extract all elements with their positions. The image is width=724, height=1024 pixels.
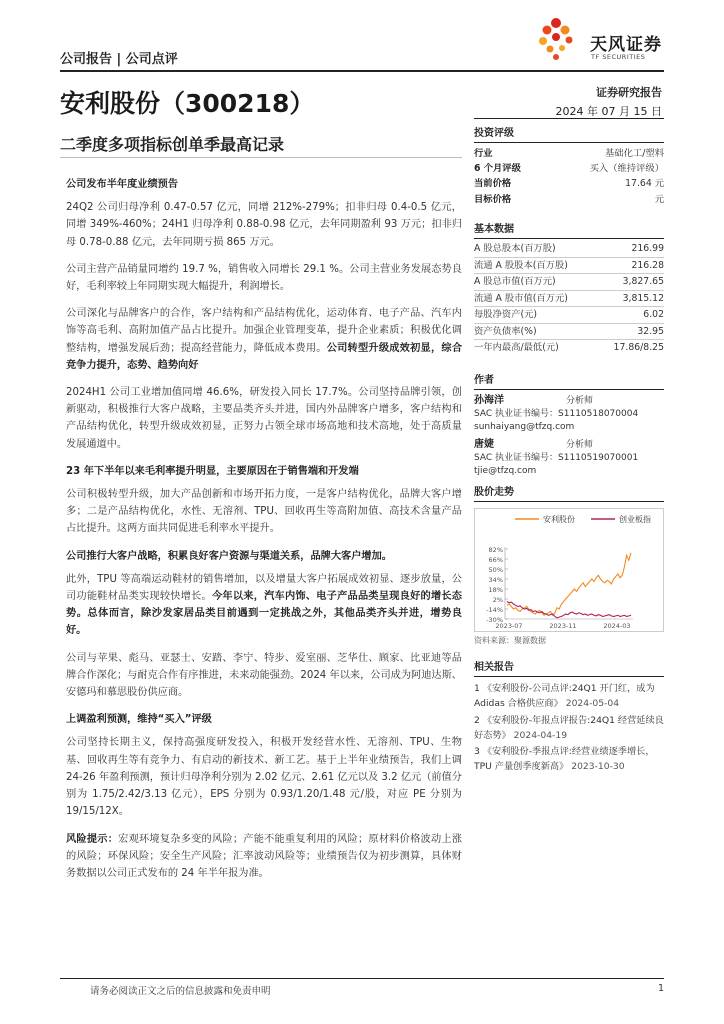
basic-value: 3,815.12	[622, 292, 664, 304]
basic-row	[474, 291, 664, 307]
rating-rows	[474, 146, 664, 207]
logo-subtitle: TF SECURITIES	[591, 53, 646, 61]
basic-value: 6.02	[643, 309, 664, 320]
related-report-title[interactable]: 3 《安利股份-季报点评:经营业绩逐季增长，TPU 产量创季度新高》	[474, 746, 655, 773]
rating-heading: 投资评级	[474, 124, 664, 143]
authors-heading: 作者	[474, 371, 664, 390]
report-type: 公司报告 | 公司点评	[60, 52, 178, 67]
risk-text: 宏观环境复杂多变的风险；产能不能重复利用的风险；原材料价格波动上涨的风险；环保风险；安全生产风险；汇率波动风险等；业绩预告仅为初步测算，具体财务数据以公司正式发布的 24 年半年报为准。	[66, 833, 463, 879]
basic-key: A 股总市值(百万元)	[474, 276, 556, 287]
related-report-date: 2023-10-30	[571, 761, 625, 773]
rating-row	[474, 161, 664, 176]
rating-key: 行业	[474, 148, 493, 159]
price-trend-panel	[474, 483, 664, 646]
risk-paragraph	[66, 831, 462, 883]
rating-value: 17.64 元	[625, 178, 664, 190]
author-name-line	[474, 438, 664, 452]
author-list	[474, 390, 664, 478]
basic-key: 每股净资产(元)	[474, 309, 538, 320]
paragraph: 公司与苹果、彪马、亚瑟士、安踏、李宁、特步、爱室丽、芝华仕、顾家、比亚迪等品牌合作深化；与耐克合作有序推进，未来动能强劲。2024 年以来，公司成为阿迪达斯、安德玛和慕思股份供应商。	[66, 652, 462, 699]
y-tick-label: 34%	[488, 576, 503, 584]
y-tick-label: 2%	[492, 596, 503, 604]
basic-row	[474, 274, 664, 290]
paragraph	[66, 571, 462, 640]
rating-key: 目标价格	[474, 193, 512, 205]
related-report-date: 2024-05-04	[565, 698, 620, 710]
related-report-date: 2024-04-19	[513, 729, 568, 741]
basic-row	[474, 324, 664, 340]
author-email[interactable]: sunhaiyang@tfzq.com	[474, 422, 575, 432]
basic-key: 一年内最高/最低(元)	[474, 342, 559, 353]
paragraph	[66, 305, 462, 374]
paragraph: 公司积极转型升级，加大产品创新和市场开拓力度，一是客户结构优化，品牌大客户增多；二是产品结构优化，水性、无溶剂、TPU、回收再生等高附加值、高技术含量产品占比提升。这两方面共同促进毛利率水平提升。	[66, 489, 462, 535]
basic-rows	[474, 239, 664, 356]
basic-value: 216.28	[631, 259, 664, 271]
series-line-1	[507, 553, 631, 616]
related-list	[474, 677, 664, 775]
basic-value: 3,827.65	[622, 276, 664, 287]
section-heading: 上调盈利预测，维持“买入”评级	[66, 714, 212, 726]
section-heading: 公司发布半年度业绩预告	[66, 179, 179, 190]
basic-value: 216.99	[631, 243, 664, 254]
author-cert: SAC 执业证书编号：S1110518070004	[474, 409, 639, 419]
date-divider	[474, 118, 664, 119]
paragraph: 公司主营产品销量同增约 19.7 %，销售收入同增长 29.1 %。公司主营业务发展态势良好，毛利率较上年同期实现大幅提升，利润增长。	[66, 263, 462, 293]
risk-label: 风险提示：	[66, 833, 119, 845]
paragraph: 公司坚持长期主义，保持高强度研发投入，积极开发经营水性、无溶剂、TPU、生物基、回收再生等有竞争力、有启动的新技术、新工艺。基于上半年业绩预告，我们上调 24-26 年盈利预测，预计归母净利分别为 2.02 亿元、2.61 亿元以及 3.2 亿元（前值分别为 1.75/2.42/3.13 亿元），EPS 分别为 0.93/1.20/1.48 元/股，对应 PE 分别为 19/15/12X。	[66, 737, 462, 818]
y-tick-label: 66%	[488, 556, 503, 564]
basic-key: 流通 A 股股本(百万股)	[474, 259, 568, 271]
related-report-title[interactable]: 2 《安利股份-年报点评报告:24Q1 经营延续良好态势》	[474, 714, 664, 741]
legend-label-1: 安利股份	[543, 515, 575, 524]
basic-value: 32.95	[637, 325, 664, 337]
trend-heading: 股价走势	[474, 483, 664, 502]
paragraph-text: 此外，TPU 等高端运动鞋材的销售增加，以及增量大客户拓展成效初显、逐步放量，公司功能鞋材品类实现较快增长。	[66, 573, 462, 603]
related-panel	[474, 658, 664, 776]
related-report-title[interactable]: 1 《安利股份-公司点评:24Q1 开门红，成为 Adidas 合格供应商》	[474, 683, 655, 710]
related-heading: 相关报告	[474, 658, 664, 677]
rating-row	[474, 192, 664, 207]
x-tick-label: 2023-11	[549, 622, 577, 630]
y-tick-label: -30%	[486, 616, 503, 624]
report-date: 2024 年 07 月 15 日	[555, 105, 662, 118]
company-name: 安利股份（300218）	[60, 89, 315, 118]
y-tick-label: 50%	[488, 566, 503, 574]
rating-value: 买入（维持评级）	[589, 163, 664, 175]
chart-source: 资料来源：聚源数据	[474, 636, 546, 645]
disclaimer: 请务必阅读正文之后的信息披露和免责申明	[90, 986, 271, 997]
author-entry	[474, 438, 664, 478]
author-name: 孙海洋	[474, 395, 504, 406]
basic-key: A 股总股本(百万股)	[474, 243, 556, 254]
related-report-item[interactable]	[474, 713, 664, 744]
x-tick-label: 2023-07	[495, 622, 523, 630]
basic-key: 流通 A 股市值(百万元)	[474, 292, 568, 304]
page-number: 1	[657, 983, 664, 994]
author-email[interactable]: tjie@tfzq.com	[474, 466, 537, 476]
title-divider	[60, 157, 462, 158]
y-tick-label: -14%	[486, 606, 503, 614]
logo-mark-icon	[536, 14, 590, 66]
rating-row	[474, 146, 664, 161]
paragraph: 2024H1 公司工业增加值同增 46.6%，研发投入同长 17.7%。公司坚持品牌引领，创新驱动，积极推行大客户战略，主要品类齐头并进，国内外品牌客户增多，客户结构和产品结构优化，转型升级成效初显，正努力占领全球市场高地和技术高地，处于高质量发展通道中。	[66, 387, 462, 450]
rating-value: 基础化工/塑料	[605, 148, 664, 159]
basic-row	[474, 258, 664, 274]
series-line-2	[507, 602, 631, 618]
header-divider	[60, 70, 664, 72]
logo-name: 天风证券	[590, 35, 662, 55]
basic-heading: 基本数据	[474, 220, 664, 239]
author-role: 分析师	[566, 440, 594, 450]
chart-svg	[475, 509, 663, 631]
basic-value: 17.86/8.25	[613, 342, 664, 353]
rating-key: 当前价格	[474, 178, 512, 190]
rating-panel	[474, 124, 664, 207]
rating-key: 6 个月评级	[474, 163, 521, 175]
x-tick-label: 2024-03	[603, 622, 631, 630]
author-entry	[474, 394, 664, 434]
section-heading: 23 年下半年以来毛利率提升明显，主要原因在于销售端和开发端	[66, 465, 359, 477]
paragraph-text: 公司深化与品牌客户的合作，客户结构和产品结构优化，运动体育、电子产品、汽车内饰等高毛利、高附加值产品占比提升。加强企业管理变革，提升企业素质；积极优化调整结构，增强发展后劲；提高经营能力，降低成本费用。	[66, 308, 462, 354]
rating-row	[474, 176, 664, 191]
basic-row	[474, 241, 664, 257]
related-report-item[interactable]	[474, 744, 664, 775]
report-title: 二季度多项指标创单季最高记录	[60, 135, 285, 154]
paragraph-emphasis: 今年以来，汽车内饰、电子产品品类呈现良好的增长态势。总体而言，除沙发家居品类目前遇到一定挑战之外，其他品类齐头并进，增势良好。	[66, 591, 462, 637]
paragraph-emphasis: 公司转型升级成效初显，综合竞争力提升，态势、趋势向好	[66, 342, 463, 371]
legend-label-2: 创业板指	[619, 515, 651, 524]
author-name: 唐婕	[474, 439, 494, 450]
authors-panel	[474, 371, 664, 482]
section-heading: 公司推行大客户战略，积累良好客户资源与渠道关系，品牌大客户增加。	[66, 550, 392, 562]
basic-row	[474, 340, 664, 356]
paragraph: 24Q2 公司归母净利 0.47-0.57 亿元，同增 212%-279%；扣非归母 0.4-0.5 亿元，同增 349%-460%；24H1 归母净利 0.88-0.98 亿元，去年同期盈利 93 万元；扣非归母 0.78-0.88 亿元，去年同期亏损 865 万元。	[66, 202, 462, 248]
footer-divider	[60, 978, 664, 979]
related-report-item[interactable]	[474, 681, 664, 712]
y-tick-label: 82%	[488, 546, 503, 554]
rating-value: 元	[654, 193, 664, 205]
author-name-line	[474, 394, 664, 408]
report-category: 证券研究报告	[596, 86, 662, 99]
y-tick-label: 18%	[488, 586, 503, 594]
author-cert: SAC 执业证书编号：S1110519070001	[474, 453, 639, 463]
basic-data-panel	[474, 220, 664, 356]
author-role: 分析师	[566, 396, 594, 406]
price-trend-chart	[474, 508, 664, 632]
main-content	[66, 176, 462, 892]
basic-row	[474, 307, 664, 323]
basic-key: 资产负债率(%)	[474, 325, 537, 337]
